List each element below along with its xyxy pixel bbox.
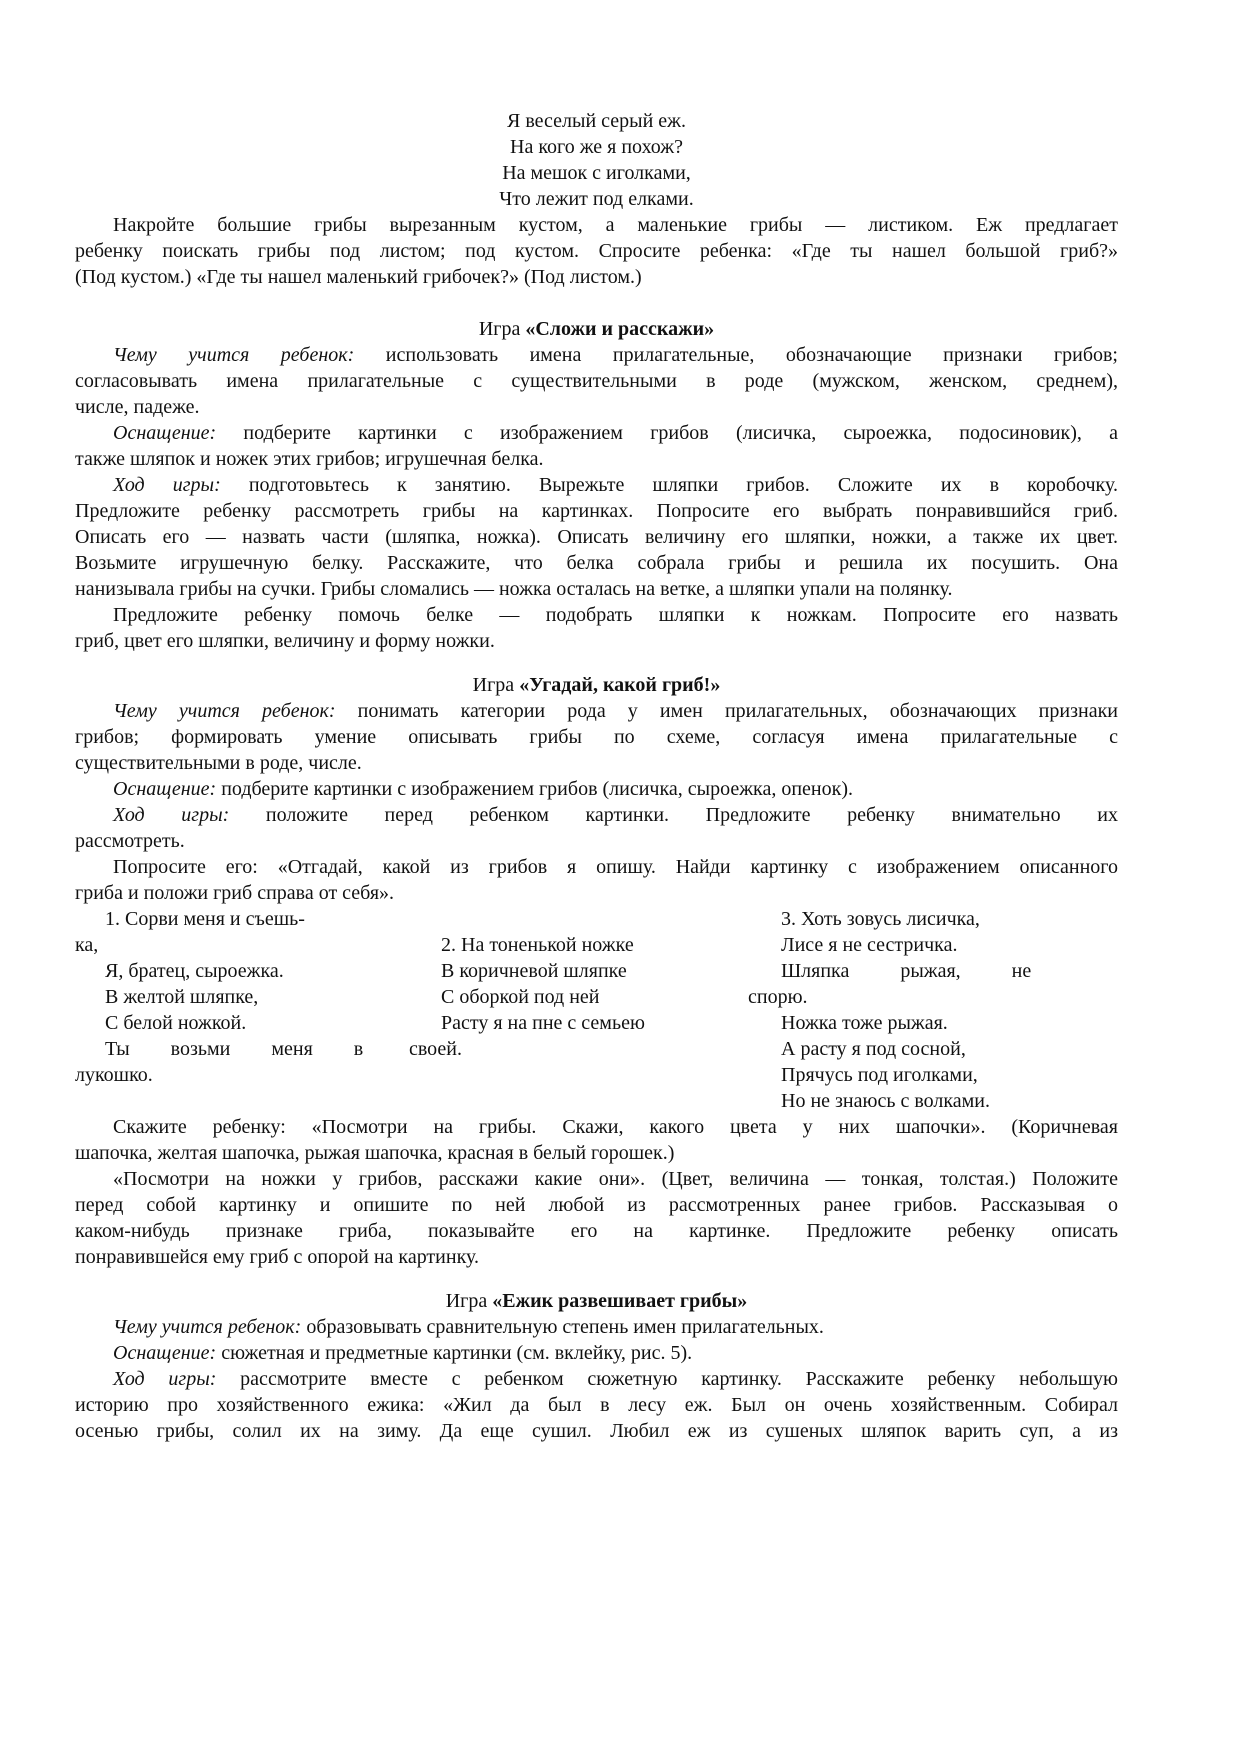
paragraph-line bbox=[75, 1366, 1118, 1392]
paragraph-line: каком-нибудь признаке гриба, показывайте его на картинке. Предложите ребенку описать bbox=[75, 1220, 1118, 1242]
poem-line: На кого же я похож? bbox=[510, 136, 683, 158]
paragraph-line: числе, падеже. bbox=[75, 396, 200, 418]
paragraph-line: грибов; формировать умение описывать грибы по схеме, согласуя имена прилагательные с bbox=[75, 726, 1118, 748]
section-heading bbox=[75, 1288, 1118, 1314]
paragraph-line: нанизывала грибы на сучки. Грибы сломались — ножка осталась на ветке, а шляпки упали на полянку. bbox=[75, 578, 953, 600]
paragraph-line bbox=[75, 776, 1118, 802]
paragraph-line: ребенку поискать грибы под листом; под кустом. Спросите ребенка: «Где ты нашел большой гриб?» bbox=[75, 240, 1118, 262]
equip-label: Оснащение: bbox=[113, 778, 217, 800]
game2-followup bbox=[75, 1114, 1118, 1270]
paragraph-line: Предложите ребенку рассмотреть грибы на картинках. Попросите его выбрать понравившийся гриб. bbox=[75, 500, 1118, 522]
riddle-line: спорю. bbox=[748, 986, 808, 1008]
paragraph-line: шапочка, желтая шапочка, рыжая шапочка, красная в белый горошек.) bbox=[75, 1142, 675, 1164]
course-label: Ход игры: bbox=[113, 804, 230, 826]
riddle-line: Лисе я не сестричка. bbox=[781, 934, 958, 956]
equip-label: Оснащение: bbox=[113, 1342, 217, 1364]
riddle-line: Но не знаюсь с волками. bbox=[781, 1090, 990, 1112]
riddle-line: Ножка тоже рыжая. bbox=[781, 1012, 948, 1034]
heading-prefix: Игра bbox=[445, 1290, 493, 1312]
text-run: понимать категории рода у имен прилагательных, обозначающих признаки bbox=[335, 700, 1118, 722]
course-label: Ход игры: bbox=[113, 1368, 217, 1390]
paragraph-line: рассмотреть. bbox=[75, 830, 185, 852]
paragraph-line: Попросите его: «Отгадай, какой из грибов я опишу. Найди картинку с изображением описанного bbox=[113, 856, 1118, 878]
paragraph-line bbox=[75, 420, 1118, 446]
paragraph-line: Накройте большие грибы вырезанным кустом, а маленькие грибы — листиком. Еж предлагает bbox=[113, 214, 1118, 236]
riddle-line: С белой ножкой. bbox=[105, 1012, 247, 1034]
text-run: рассмотрите вместе с ребенком сюжетную картинку. Расскажите ребенку небольшую bbox=[216, 1368, 1119, 1390]
learn-label: Чему учится ребенок: bbox=[113, 1316, 302, 1338]
riddle-line: В желтой шляпке, bbox=[105, 986, 259, 1008]
riddle-line: ка, bbox=[75, 934, 99, 956]
riddle-line: А расту я под сосной, bbox=[781, 1038, 966, 1060]
heading-title: «Ежик развешивает грибы» bbox=[492, 1290, 748, 1312]
paragraph-line: историю про хозяйственного ежика: «Жил да был в лесу еж. Был он очень хозяйственным. Собирал bbox=[75, 1394, 1118, 1416]
poem-line: Что лежит под елками. bbox=[499, 188, 694, 210]
intro-paragraph bbox=[75, 212, 1118, 290]
text-run: использовать имена прилагательные, обозначающие признаки грибов; bbox=[354, 344, 1118, 366]
riddle-line: Расту я на пне с семьею bbox=[441, 1012, 645, 1034]
paragraph-line: Предложите ребенку помочь белке — подобрать шляпки к ножкам. Попросите его назвать bbox=[113, 604, 1118, 626]
poem-line: Я веселый серый еж. bbox=[507, 110, 686, 132]
text-run: положите перед ребенком картинки. Предложите ребенку внимательно их bbox=[229, 804, 1118, 826]
riddle-line: своей. bbox=[409, 1038, 463, 1060]
text-run: сюжетная и предметные картинки (см. вклейку, рис. 5). bbox=[216, 1342, 693, 1364]
paragraph-line: существительными в роде, числе. bbox=[75, 752, 362, 774]
equip-label: Оснащение: bbox=[113, 422, 217, 444]
paragraph-line bbox=[75, 698, 1118, 724]
poem-line: На мешок с иголками, bbox=[502, 162, 691, 184]
heading-title: «Угадай, какой гриб!» bbox=[519, 674, 721, 696]
paragraph-line: также шляпок и ножек этих грибов; игрушечная белка. bbox=[75, 448, 544, 470]
hedgehog-poem bbox=[75, 108, 1118, 212]
game-section-3 bbox=[75, 1288, 1118, 1444]
riddle-line: 2. На тоненькой ножке bbox=[441, 934, 634, 956]
paragraph-line: Описать его — назвать части (шляпка, ножка). Описать величину его шляпки, ножки, а также их цвет. bbox=[75, 526, 1118, 548]
paragraph-line bbox=[75, 1314, 1118, 1340]
heading-prefix: Игра bbox=[472, 674, 520, 696]
paragraph-line: гриб, цвет его шляпки, величину и форму ножки. bbox=[75, 630, 495, 652]
text-run: подберите картинки с изображением грибов (лисичка, сыроежка, подосиновик), а bbox=[216, 422, 1118, 444]
heading-prefix: Игра bbox=[478, 318, 526, 340]
riddle-1 bbox=[75, 906, 364, 1088]
paragraph-line: перед собой картинку и опишите по ней любой из рассмотренных ранее грибов. Рассказывая о bbox=[75, 1194, 1118, 1216]
game-section-1 bbox=[75, 316, 1118, 654]
riddle-line: 1. Сорви меня и съешь- bbox=[105, 908, 305, 930]
paragraph-line bbox=[75, 802, 1118, 828]
paragraph-line: осенью грибы, солил их на зиму. Да еще сушил. Любил еж из сушеных шляпок варить суп, а из bbox=[75, 1420, 1118, 1442]
riddle-line: В коричневой шляпке bbox=[441, 960, 627, 982]
riddle-line: Я, братец, сыроежка. bbox=[105, 960, 284, 982]
text-run: образовывать сравнительную степень имен прилагательных. bbox=[301, 1316, 824, 1338]
paragraph-line: согласовывать имена прилагательные с существительными в роде (мужском, женском, среднем), bbox=[75, 370, 1118, 392]
paragraph-line bbox=[75, 342, 1118, 368]
heading-title: «Сложи и расскажи» bbox=[525, 318, 715, 340]
riddle-line: С оборкой под ней bbox=[441, 986, 600, 1008]
riddle-3 bbox=[748, 906, 1038, 1114]
section-heading bbox=[75, 316, 1118, 342]
paragraph-line: понравившейся ему гриб с опорой на картинку. bbox=[75, 1246, 480, 1268]
text-run: подготовьтесь к занятию. Вырежьте шляпки грибов. Сложите их в коробочку. bbox=[220, 474, 1118, 496]
riddle-line: Ты возьми меня в bbox=[105, 1038, 364, 1060]
paragraph-line bbox=[75, 1340, 1118, 1366]
riddle-2 bbox=[409, 932, 709, 1062]
paragraph-line: (Под кустом.) «Где ты нашел маленький грибочек?» (Под листом.) bbox=[75, 266, 642, 288]
paragraph-line: гриба и положи гриб справа от себя». bbox=[75, 882, 395, 904]
riddle-line: 3. Хоть зовусь лисичка, bbox=[781, 908, 980, 930]
learn-label: Чему учится ребенок: bbox=[113, 700, 336, 722]
game-section-2 bbox=[75, 672, 1118, 906]
text-run: подберите картинки с изображением грибов (лисичка, сыроежка, опенок). bbox=[216, 778, 853, 800]
riddle-line: Шляпка рыжая, не bbox=[781, 960, 1032, 982]
paragraph-line bbox=[75, 472, 1118, 498]
course-label: Ход игры: bbox=[113, 474, 221, 496]
section-heading bbox=[75, 672, 1118, 698]
paragraph-line: Возьмите игрушечную белку. Расскажите, что белка собрала грибы и решила их посушить. Она bbox=[75, 552, 1118, 574]
riddle-line: лукошко. bbox=[75, 1064, 153, 1086]
paragraph-line: Скажите ребенку: «Посмотри на грибы. Скажи, какого цвета у них шапочки». (Коричневая bbox=[113, 1116, 1118, 1138]
riddle-line: Прячусь под иголками, bbox=[781, 1064, 978, 1086]
learn-label: Чему учится ребенок: bbox=[113, 344, 355, 366]
paragraph-line: «Посмотри на ножки у грибов, расскажи какие они». (Цвет, величина — тонкая, толстая.) Положите bbox=[113, 1168, 1118, 1190]
